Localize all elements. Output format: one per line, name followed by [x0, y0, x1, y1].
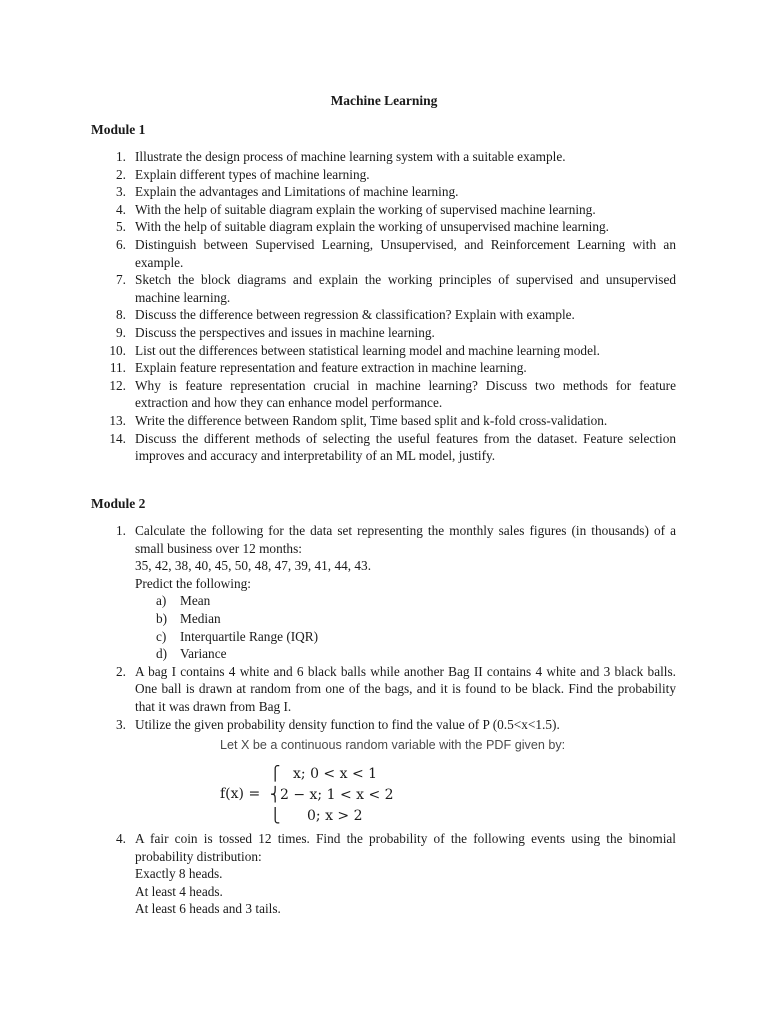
- predict-label: Predict the following:: [135, 575, 251, 591]
- list-item: [91, 306, 676, 324]
- question-number: 1.: [116, 149, 126, 164]
- question-text: Discuss the perspectives and issues in machine learning.: [135, 324, 435, 340]
- pdf-caption: Let X be a continuous random variable with the PDF given by:: [220, 738, 566, 752]
- question-text: Write the difference between Random split, Time based split and k-fold cross-validation.: [135, 412, 608, 428]
- event-2: At least 4 heads.: [135, 883, 223, 899]
- sub-item: [135, 592, 676, 610]
- module-1-question-list: [91, 148, 676, 465]
- list-item: [91, 183, 676, 201]
- sub-item: [135, 645, 676, 663]
- question-text: Discuss the different methods of selecting the useful features from the dataset. Feature selection improves and accuracy and interpretability of an ML model, justify.: [135, 430, 676, 464]
- list-item: [91, 430, 676, 465]
- list-item: [91, 201, 676, 219]
- sub-item-text: Mean: [180, 593, 211, 609]
- sales-data: 35, 42, 38, 40, 45, 50, 48, 47, 39, 41, 44, 43.: [135, 558, 372, 574]
- event-1: Exactly 8 heads.: [135, 866, 223, 882]
- list-item: [91, 663, 676, 716]
- list-item: [91, 148, 676, 166]
- event-3: At least 6 heads and 3 tails.: [135, 901, 281, 917]
- question-number: 4.: [116, 831, 126, 846]
- question-number: 10.: [109, 342, 126, 358]
- question-number: 2.: [116, 166, 126, 182]
- question-number: 3.: [116, 716, 126, 732]
- question-text: A bag I contains 4 white and 6 black balls while another Bag II contains 4 white and 3 black balls. One ball is drawn at random from one of the bags, and it is found to be black. Find the probability that it was drawn from Bag I.: [135, 663, 676, 714]
- list-item: [91, 166, 676, 184]
- sub-item-text: Interquartile Range (IQR): [180, 628, 319, 644]
- document-title: Machine Learning: [330, 93, 438, 108]
- question-text: Utilize the given probability density function to find the value of P (0.5<x<1.5).: [135, 716, 560, 732]
- list-item: [91, 377, 676, 412]
- sub-item-text: Median: [180, 610, 221, 626]
- left-brace-icon: ⎧ ⎨ ⎩: [270, 766, 281, 824]
- question-number: 14.: [109, 430, 126, 446]
- pdf-formula-image: [220, 737, 600, 829]
- question-text: List out the differences between statistical learning model and machine learning model.: [135, 342, 600, 358]
- sub-item: [135, 628, 676, 646]
- question-text: Calculate the following for the data set representing the monthly sales figures (in thousands) of a small business over 12 months:: [135, 523, 676, 556]
- sub-item-label: b): [156, 610, 168, 626]
- question-text: Sketch the block diagrams and explain the working principles of supervised and unsupervised machine learning.: [135, 272, 676, 305]
- list-item: [91, 716, 676, 734]
- question-text: Explain the advantages and Limitations of machine learning.: [135, 184, 459, 200]
- question-number: 12.: [109, 377, 126, 393]
- pdf-function-label: f(x) =: [220, 786, 261, 802]
- module-1-heading: Module 1: [91, 122, 146, 137]
- question-number: 9.: [116, 324, 126, 340]
- sub-item-text: Variance: [180, 646, 227, 662]
- question-number: 7.: [116, 272, 126, 288]
- sub-item-label: a): [156, 593, 167, 609]
- sub-item-label: c): [156, 628, 167, 644]
- question-number: 5.: [116, 219, 126, 235]
- list-item: [91, 236, 676, 271]
- module-2-heading: Module 2: [91, 496, 146, 511]
- list-item: [91, 342, 676, 360]
- pdf-case-3: 0; x > 2: [307, 808, 363, 824]
- question-number: 8.: [116, 307, 126, 323]
- list-item: [91, 271, 676, 306]
- pdf-case-1: x; 0 < x < 1: [293, 766, 378, 782]
- question-number: 1.: [116, 523, 126, 538]
- sub-item-list: [135, 592, 676, 662]
- question-number: 6.: [116, 236, 126, 252]
- list-item: [91, 412, 676, 430]
- list-item: [91, 218, 676, 236]
- question-text: Distinguish between Supervised Learning, Unsupervised, and Reinforcement Learning with an example.: [135, 236, 676, 270]
- question-text: Why is feature representation crucial in machine learning? Discuss two methods for feature extraction and how they can enhance model performance.: [135, 377, 676, 411]
- pdf-cases: [280, 764, 394, 827]
- question-text: A fair coin is tossed 12 times. Find the probability of the following events using the binomial probability distribution:: [135, 831, 676, 864]
- sub-item: [135, 610, 676, 628]
- question-text: Explain feature representation and feature extraction in machine learning.: [135, 360, 527, 376]
- list-item: [91, 830, 676, 918]
- question-text: With the help of suitable diagram explain the working of supervised machine learning.: [135, 201, 596, 217]
- question-text: Discuss the difference between regression & classification? Explain with example.: [135, 307, 575, 323]
- list-item: [91, 522, 676, 663]
- module-2-question-list-part-1: [91, 522, 676, 733]
- list-item: [91, 324, 676, 342]
- pdf-case-2: 2 − x; 1 < x < 2: [280, 787, 394, 803]
- list-item: [91, 359, 676, 377]
- question-number: 11.: [109, 360, 126, 376]
- question-text: With the help of suitable diagram explain the working of unsupervised machine learning.: [135, 219, 609, 235]
- question-number: 13.: [109, 412, 126, 428]
- question-text: Explain different types of machine learning.: [135, 166, 370, 182]
- question-number: 2.: [116, 663, 126, 679]
- question-number: 4.: [116, 201, 126, 217]
- sub-item-label: d): [156, 646, 168, 662]
- question-number: 3.: [116, 184, 126, 200]
- module-2-question-list-part-2: [91, 830, 676, 918]
- question-text: Illustrate the design process of machine learning system with a suitable example.: [135, 149, 566, 164]
